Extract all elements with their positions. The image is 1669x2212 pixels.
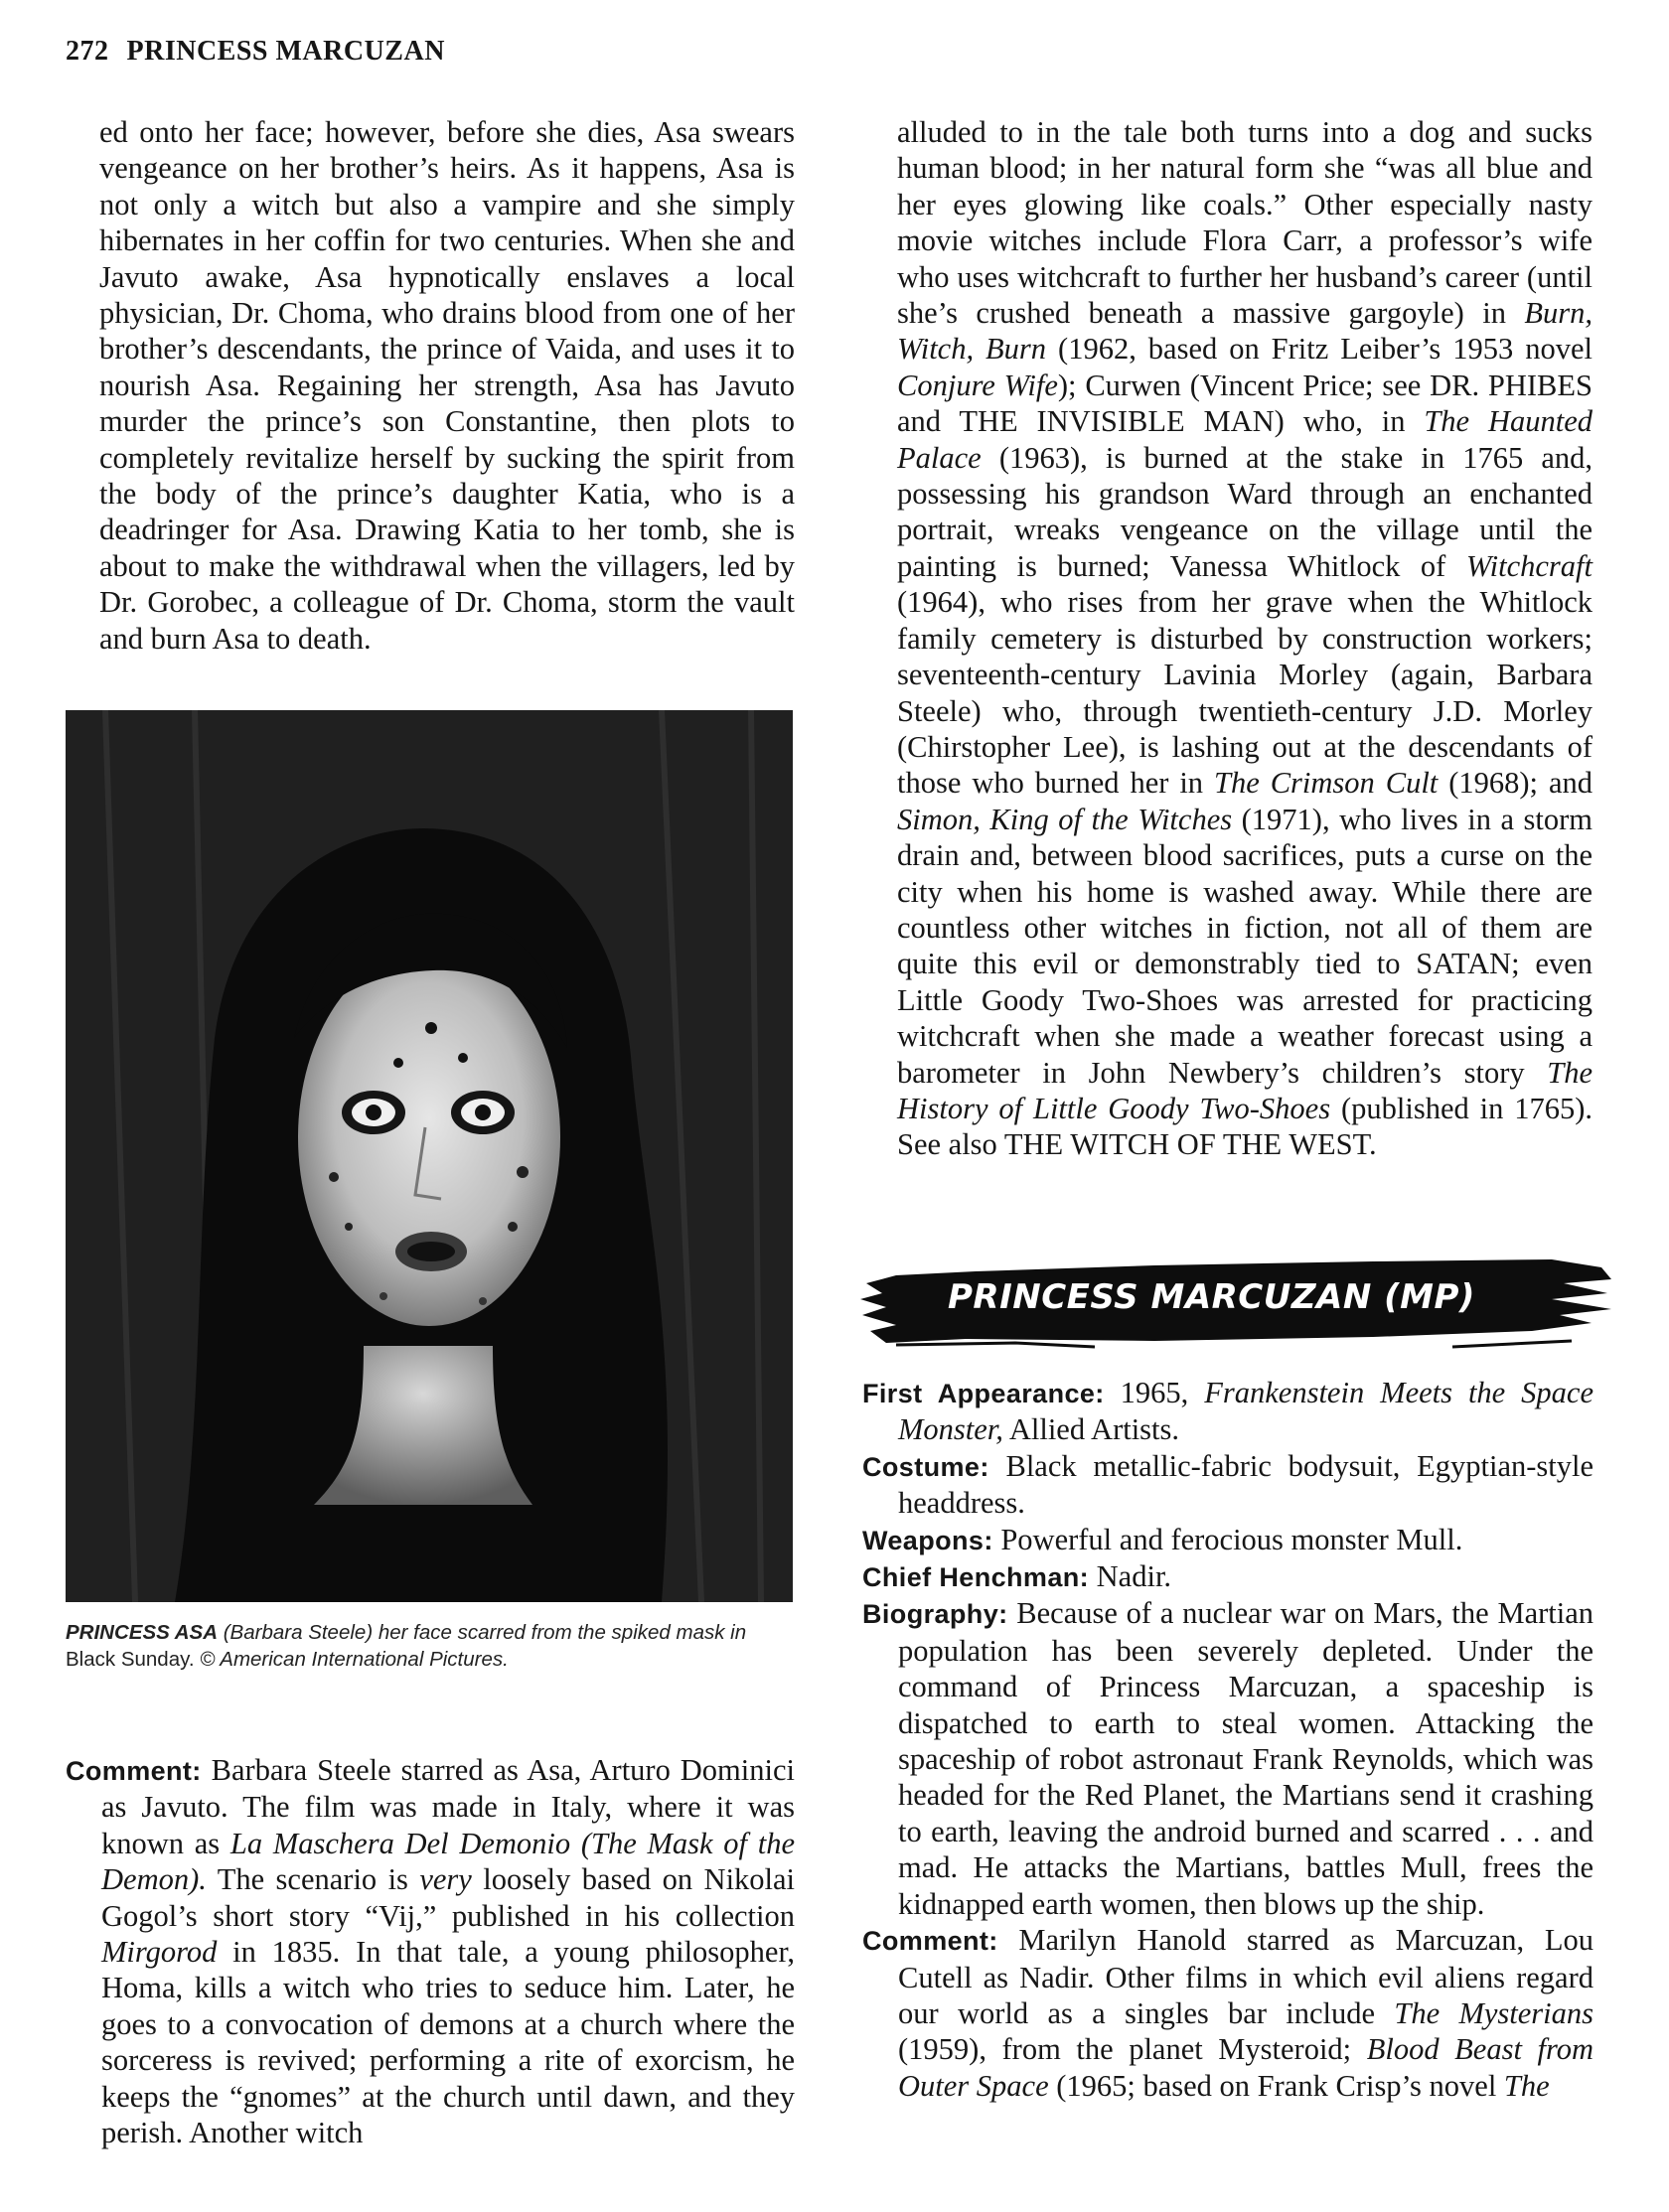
right-column-text bbox=[897, 114, 1593, 1163]
comment-right-italic-2: Blood Beast from Outer Space bbox=[898, 2032, 1594, 2103]
henchman-label: Chief Henchman: bbox=[862, 1562, 1090, 1593]
comment-right-label: Comment: bbox=[862, 1926, 998, 1957]
weapons-label: Weapons: bbox=[862, 1525, 993, 1555]
right-text-2: (1962, based on Fritz Leiber’s 1953 novel bbox=[1058, 332, 1593, 367]
right-text-5: (1964), who rises from her grave when the Whitlock family cemetery is disturbed by construction workers; seventeenth-century Lavinia Morley (again, Barbara Steele) who, through twentieth-century J.D. Morley (Chirstopher Lee), is lashing out at the descendants of those who burned her in bbox=[897, 585, 1593, 801]
caption-description: (Barbara Steele) her face scarred from the spiked mask in bbox=[223, 1621, 747, 1644]
costume bbox=[862, 1448, 1593, 1522]
biography-value: Because of a nuclear war on Mars, the Martian population has been severely depleted. Under the command of Princess Marcuzan, a spaceship is dispatched to earth to steal women. Attacking the spaceship of robot astronaut Frank Reynolds, which was headed for the Red Planet, the Martians send it crashing to earth, leaving the android burned and scarred . . . and mad. He attacks the Martians, battles Mull, frees the kidnapped earth women, then blows up the ship. bbox=[898, 1596, 1594, 1921]
right-italic-5: The Crimson Cult bbox=[1214, 766, 1439, 801]
photo-illustration bbox=[66, 710, 793, 1602]
first-appearance bbox=[862, 1375, 1593, 1448]
comment-italic-2: very bbox=[419, 1862, 472, 1897]
caption-film: Black Sunday. bbox=[66, 1648, 195, 1671]
comment-text-4: in 1835. In that tale, a young philosopher, Homa, kills a witch who tries to seduce him. Later, he goes to a convocation of demons at a church where the sorceress is revived; performing a rite of exorcism, he keeps the “gnomes” at the church until dawn, and they perish. Another witch bbox=[101, 1935, 796, 2150]
princess-asa-photo bbox=[66, 710, 793, 1602]
first-appearance-studio: Allied Artists. bbox=[1008, 1412, 1180, 1447]
right-text-8: (published in 1765). See also THE WITCH OF THE WEST. bbox=[897, 1091, 1593, 1162]
comment-right bbox=[862, 1922, 1593, 2104]
right-text-7: (1971), who lives in a storm drain and, between blood sacrifices, puts a curse on the city when his home is washed away. While there are countless other witches in fiction, not all of them are quite this evil or demonstrably tied to SATAN; even Little Goody Two-Shoes was arrested for practicing witchcraft when she made a weather forecast using a barometer in John Newbery’s children’s story bbox=[897, 802, 1593, 1090]
henchman-value: Nadir. bbox=[1096, 1559, 1172, 1594]
right-italic-2: Conjure Wife bbox=[897, 368, 1058, 402]
comment-right-italic-3: The bbox=[1503, 2068, 1550, 2103]
section-banner bbox=[856, 1253, 1619, 1349]
left-paragraph: ed onto her face; however, before she dies, Asa swears vengeance on her brother’s heirs. As it happens, Asa is not only a witch but also a vampire and she simply hibernates in her coffin for two centuries. When she and Javuto awake, Asa hypnotically enslaves a local physician, Dr. Choma, who drains blood from one of her brother’s descendants, the prince of Vaida, and uses it to nourish Asa. Regaining her strength, Asa has Javuto murder the prince’s son Constantine, then plots to completely revitalize herself by sucking the spirit from the body of the prince’s daughter Katia, who is a deadringer for Asa. Drawing Katia to her tomb, she is about to make the withdrawal when the villagers, led by Dr. Gorobec, a colleague of Dr. Choma, storm the vault and burn Asa to death. bbox=[99, 115, 795, 656]
biography bbox=[862, 1595, 1593, 1922]
right-italic-6: Simon, King of the Witches bbox=[897, 802, 1233, 836]
weapons-value: Powerful and ferocious monster Mull. bbox=[1000, 1522, 1463, 1556]
right-italic-3: The Haunted Palace bbox=[897, 404, 1593, 475]
left-column-text bbox=[99, 114, 795, 657]
first-appearance-label: First Appearance: bbox=[862, 1379, 1105, 1408]
photo-caption bbox=[66, 1619, 801, 1673]
comment-right-text-2: (1959), from the planet Mysteroid; bbox=[898, 2032, 1352, 2067]
right-italic-4: Witchcraft bbox=[1465, 548, 1593, 583]
right-italic-1: Burn, Witch, Burn bbox=[897, 296, 1593, 367]
weapons bbox=[862, 1522, 1593, 1558]
comment-italic-1: La Maschera Del Demonio (The Mask of the Demon). bbox=[101, 1826, 795, 1897]
costume-value: Black metallic-fabric bodysuit, Egyptian-style headdress. bbox=[898, 1448, 1593, 1521]
caption-credit: © American International Pictures. bbox=[200, 1648, 509, 1671]
page-header bbox=[66, 36, 445, 68]
biography-label: Biography: bbox=[862, 1599, 1008, 1630]
right-text-1: alluded to in the tale both turns into a dog and sucks human blood; in her natural form she “was all blue and her eyes glowing like coals.” Other especially nasty movie witches include Flora Carr, a professor’s wife who uses witchcraft to further her husband’s career (until she’s crushed beneath a massive gargoyle) in bbox=[897, 115, 1593, 331]
comment-text-2: The scenario is bbox=[217, 1862, 408, 1897]
running-title: PRINCESS MARCUZAN bbox=[126, 36, 445, 67]
comment-right-text-3: (1965; based on Frank Crisp’s novel bbox=[1056, 2068, 1497, 2103]
comment-left-paragraph bbox=[66, 1752, 795, 2150]
section-title: PRINCESS MARCUZAN (MP) bbox=[948, 1277, 1475, 1317]
comment-text-3: loosely based on Nikolai Gogol’s short story “Vij,” published in his collection bbox=[101, 1862, 796, 1933]
comment-right-italic-1: The Mysterians bbox=[1394, 1995, 1593, 2030]
comment-text-1: Barbara Steele starred as Asa, Arturo Dominici as Javuto. The film was made in Italy, where it was known as bbox=[101, 1753, 795, 1860]
right-italic-7: The History of Little Goody Two-Shoes bbox=[897, 1055, 1593, 1125]
first-appearance-year: 1965, bbox=[1120, 1376, 1189, 1409]
caption-name: PRINCESS ASA bbox=[66, 1621, 219, 1644]
comment-left bbox=[66, 1752, 795, 2150]
right-text-4: (1963), is burned at the stake in 1765 and, possessing his grandson Ward through an enchanted portrait, wreaks vengeance on the village until the painting is burned; Vanessa Whitlock of bbox=[897, 440, 1593, 583]
comment-italic-3: Mirgorod bbox=[101, 1935, 218, 1970]
comment-right-text-1: Marilyn Hanold starred as Marcuzan, Lou Cutell as Nadir. Other films in which evil aliens regard our world as a singles bar include bbox=[898, 1923, 1594, 2030]
costume-label: Costume: bbox=[862, 1451, 989, 1482]
right-text-6: (1968); and bbox=[1448, 766, 1593, 801]
right-text-3: ); Curwen (Vincent Price; see DR. PHIBES and THE INVISIBLE MAN) who, in bbox=[897, 368, 1593, 439]
comment-label: Comment: bbox=[66, 1756, 202, 1786]
first-appearance-film: Frankenstein Meets the Space Monster, bbox=[898, 1376, 1593, 1447]
page-number: 272 bbox=[66, 36, 109, 67]
chief-henchman bbox=[862, 1558, 1593, 1595]
right-paragraph bbox=[897, 114, 1593, 1163]
marcuzan-entry bbox=[862, 1375, 1593, 2104]
